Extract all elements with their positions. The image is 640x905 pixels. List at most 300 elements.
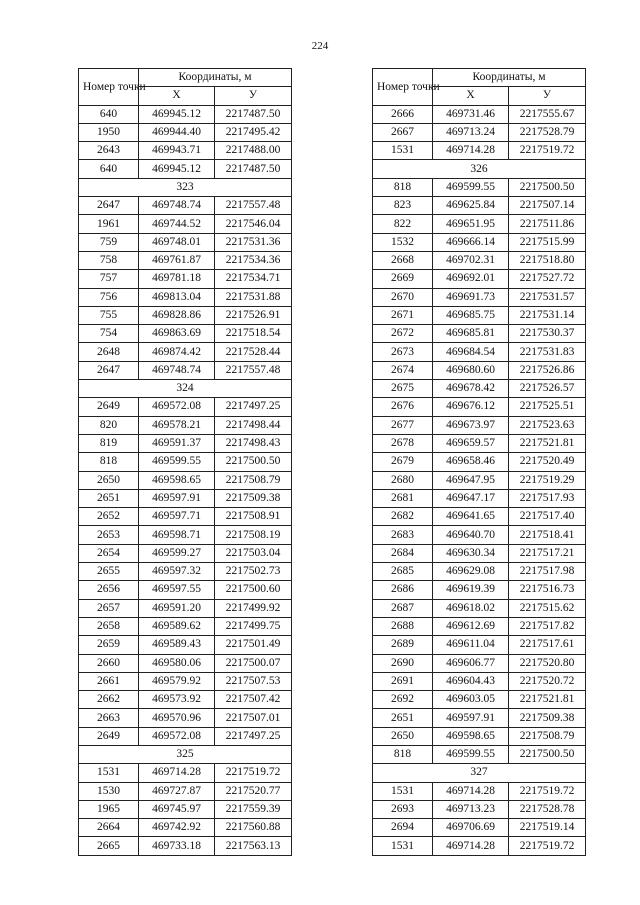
y-coordinate-cell: 2217520.77: [215, 782, 292, 800]
point-number-cell: 2656: [79, 581, 139, 599]
point-number-cell: 2661: [79, 672, 139, 690]
y-coordinate-cell: 2217502.73: [215, 563, 292, 581]
x-coordinate-cell: 469630.34: [433, 544, 509, 562]
point-number-cell: 758: [79, 251, 139, 269]
x-coordinate-cell: 469828.86: [139, 306, 215, 324]
x-coordinate-cell: 469597.91: [139, 489, 215, 507]
x-coordinate-cell: 469874.42: [139, 343, 215, 361]
header-coordinates: Координаты, м: [139, 69, 292, 87]
point-number-cell: 2657: [79, 599, 139, 617]
y-coordinate-cell: 2217507.53: [215, 672, 292, 690]
table-row: [373, 453, 586, 471]
section-number: 324: [79, 380, 292, 398]
x-coordinate-cell: 469647.17: [433, 489, 509, 507]
x-coordinate-cell: 469691.73: [433, 288, 509, 306]
y-coordinate-cell: 2217495.42: [215, 123, 292, 141]
section-row: [373, 764, 586, 782]
y-coordinate-cell: 2217526.57: [509, 380, 586, 398]
table-row: [79, 306, 292, 324]
section-number: 326: [373, 160, 586, 178]
x-coordinate-cell: 469599.55: [139, 453, 215, 471]
table-row: [373, 215, 586, 233]
y-coordinate-cell: 2217498.43: [215, 434, 292, 452]
point-number-cell: 2653: [79, 526, 139, 544]
header-point-number: Номер точки: [373, 69, 433, 106]
table-row: [79, 233, 292, 251]
x-coordinate-cell: 469659.57: [433, 434, 509, 452]
x-coordinate-cell: 469943.71: [139, 142, 215, 160]
point-number-cell: 2649: [79, 398, 139, 416]
y-coordinate-cell: 2217500.60: [215, 581, 292, 599]
x-coordinate-cell: 469598.65: [139, 471, 215, 489]
table-row: [373, 325, 586, 343]
y-coordinate-cell: 2217523.63: [509, 416, 586, 434]
table-row: [79, 691, 292, 709]
x-coordinate-cell: 469598.71: [139, 526, 215, 544]
x-coordinate-cell: 469612.69: [433, 617, 509, 635]
y-coordinate-cell: 2217515.62: [509, 599, 586, 617]
table-row: [79, 160, 292, 178]
x-coordinate-cell: 469597.55: [139, 581, 215, 599]
table-row: [373, 526, 586, 544]
x-coordinate-cell: 469685.81: [433, 325, 509, 343]
point-number-cell: 823: [373, 197, 433, 215]
x-coordinate-cell: 469744.52: [139, 215, 215, 233]
x-coordinate-cell: 469714.28: [433, 837, 509, 855]
y-coordinate-cell: 2217507.42: [215, 691, 292, 709]
y-coordinate-cell: 2217531.36: [215, 233, 292, 251]
y-coordinate-cell: 2217520.72: [509, 672, 586, 690]
y-coordinate-cell: 2217500.07: [215, 654, 292, 672]
table-row: [373, 380, 586, 398]
point-number-cell: 2649: [79, 727, 139, 745]
section-row: [79, 178, 292, 196]
x-coordinate-cell: 469647.95: [433, 471, 509, 489]
point-number-cell: 820: [79, 416, 139, 434]
y-coordinate-cell: 2217527.72: [509, 270, 586, 288]
point-number-cell: 2689: [373, 636, 433, 654]
x-coordinate-cell: 469651.95: [433, 215, 509, 233]
x-coordinate-cell: 469702.31: [433, 251, 509, 269]
x-coordinate-cell: 469611.04: [433, 636, 509, 654]
y-coordinate-cell: 2217557.48: [215, 361, 292, 379]
point-number-cell: 2676: [373, 398, 433, 416]
table-row: [373, 691, 586, 709]
table-row: [79, 544, 292, 562]
x-coordinate-cell: 469658.46: [433, 453, 509, 471]
y-coordinate-cell: 2217557.48: [215, 197, 292, 215]
y-coordinate-cell: 2217559.39: [215, 800, 292, 818]
x-coordinate-cell: 469713.24: [433, 123, 509, 141]
x-coordinate-cell: 469573.92: [139, 691, 215, 709]
y-coordinate-cell: 2217508.79: [215, 471, 292, 489]
point-number-cell: 2654: [79, 544, 139, 562]
x-coordinate-cell: 469748.74: [139, 197, 215, 215]
x-coordinate-cell: 469684.54: [433, 343, 509, 361]
table-row: [373, 197, 586, 215]
point-number-cell: 2660: [79, 654, 139, 672]
point-number-cell: 2650: [79, 471, 139, 489]
point-number-cell: 1965: [79, 800, 139, 818]
x-coordinate-cell: 469572.08: [139, 727, 215, 745]
table-row: [373, 270, 586, 288]
y-coordinate-cell: 2217534.71: [215, 270, 292, 288]
table-row: [373, 599, 586, 617]
point-number-cell: 2655: [79, 563, 139, 581]
x-coordinate-cell: 469680.60: [433, 361, 509, 379]
y-coordinate-cell: 2217519.29: [509, 471, 586, 489]
table-row: [79, 819, 292, 837]
table-row: [373, 782, 586, 800]
y-coordinate-cell: 2217563.13: [215, 837, 292, 855]
point-number-cell: 2693: [373, 800, 433, 818]
coordinates-table-left: [78, 68, 292, 856]
table-row: [373, 709, 586, 727]
point-number-cell: 640: [79, 105, 139, 123]
table-row: [373, 416, 586, 434]
table-row: [373, 636, 586, 654]
point-number-cell: 2684: [373, 544, 433, 562]
table-row: [79, 837, 292, 855]
x-coordinate-cell: 469579.92: [139, 672, 215, 690]
table-row: [373, 361, 586, 379]
point-number-cell: 2678: [373, 434, 433, 452]
table-row: [79, 636, 292, 654]
point-number-cell: 756: [79, 288, 139, 306]
point-number-cell: 2662: [79, 691, 139, 709]
table-row: [373, 489, 586, 507]
x-coordinate-cell: 469589.43: [139, 636, 215, 654]
y-coordinate-cell: 2217517.93: [509, 489, 586, 507]
y-coordinate-cell: 2217534.36: [215, 251, 292, 269]
table-row: [373, 563, 586, 581]
y-coordinate-cell: 2217497.25: [215, 398, 292, 416]
y-coordinate-cell: 2217507.01: [215, 709, 292, 727]
point-number-cell: 2670: [373, 288, 433, 306]
point-number-cell: 2665: [79, 837, 139, 855]
table-row: [79, 727, 292, 745]
x-coordinate-cell: 469666.14: [433, 233, 509, 251]
table-row: [373, 471, 586, 489]
table-row: [373, 837, 586, 855]
point-number-cell: 759: [79, 233, 139, 251]
table-row: [79, 563, 292, 581]
y-coordinate-cell: 2217487.50: [215, 105, 292, 123]
table-row: [373, 434, 586, 452]
x-coordinate-cell: 469945.12: [139, 105, 215, 123]
point-number-cell: 2667: [373, 123, 433, 141]
point-number-cell: 2643: [79, 142, 139, 160]
point-number-cell: 2659: [79, 636, 139, 654]
table-row: [79, 270, 292, 288]
table-row: [79, 654, 292, 672]
point-number-cell: 2647: [79, 361, 139, 379]
x-coordinate-cell: 469714.28: [139, 764, 215, 782]
header-point-number: Номер точки: [79, 69, 139, 106]
x-coordinate-cell: 469572.08: [139, 398, 215, 416]
point-number-cell: 2669: [373, 270, 433, 288]
y-coordinate-cell: 2217516.73: [509, 581, 586, 599]
table-row: [373, 142, 586, 160]
y-coordinate-cell: 2217517.40: [509, 508, 586, 526]
point-number-cell: 1531: [79, 764, 139, 782]
point-number-cell: 2686: [373, 581, 433, 599]
y-coordinate-cell: 2217500.50: [509, 178, 586, 196]
y-coordinate-cell: 2217526.86: [509, 361, 586, 379]
y-coordinate-cell: 2217528.44: [215, 343, 292, 361]
table-row: [79, 142, 292, 160]
table-row: [79, 453, 292, 471]
y-coordinate-cell: 2217531.57: [509, 288, 586, 306]
x-coordinate-cell: 469597.71: [139, 508, 215, 526]
point-number-cell: 818: [373, 178, 433, 196]
point-number-cell: 2671: [373, 306, 433, 324]
point-number-cell: 2651: [373, 709, 433, 727]
y-coordinate-cell: 2217499.92: [215, 599, 292, 617]
table-row: [373, 178, 586, 196]
section-number: 323: [79, 178, 292, 196]
table-row: [79, 508, 292, 526]
point-number-cell: 2675: [373, 380, 433, 398]
table-row: [79, 325, 292, 343]
y-coordinate-cell: 2217508.79: [509, 727, 586, 745]
y-coordinate-cell: 2217503.04: [215, 544, 292, 562]
point-number-cell: 2683: [373, 526, 433, 544]
table-row: [79, 197, 292, 215]
x-coordinate-cell: 469640.70: [433, 526, 509, 544]
x-coordinate-cell: 469727.87: [139, 782, 215, 800]
table-row: [79, 105, 292, 123]
table-row: [373, 105, 586, 123]
x-coordinate-cell: 469673.97: [433, 416, 509, 434]
section-row: [373, 160, 586, 178]
point-number-cell: 2681: [373, 489, 433, 507]
table-row: [79, 215, 292, 233]
x-coordinate-cell: 469714.28: [433, 782, 509, 800]
x-coordinate-cell: 469606.77: [433, 654, 509, 672]
x-coordinate-cell: 469745.97: [139, 800, 215, 818]
table-row: [79, 416, 292, 434]
table-row: [79, 398, 292, 416]
y-coordinate-cell: 2217508.91: [215, 508, 292, 526]
header-y: У: [215, 87, 292, 105]
x-coordinate-cell: 469598.65: [433, 727, 509, 745]
x-coordinate-cell: 469945.12: [139, 160, 215, 178]
point-number-cell: 2674: [373, 361, 433, 379]
x-coordinate-cell: 469618.02: [433, 599, 509, 617]
point-number-cell: 2677: [373, 416, 433, 434]
point-number-cell: 2673: [373, 343, 433, 361]
point-number-cell: 2664: [79, 819, 139, 837]
y-coordinate-cell: 2217521.81: [509, 434, 586, 452]
point-number-cell: 2685: [373, 563, 433, 581]
point-number-cell: 818: [373, 745, 433, 763]
point-number-cell: 2687: [373, 599, 433, 617]
table-row: [79, 434, 292, 452]
y-coordinate-cell: 2217509.38: [509, 709, 586, 727]
x-coordinate-cell: 469748.01: [139, 233, 215, 251]
x-coordinate-cell: 469706.69: [433, 819, 509, 837]
x-coordinate-cell: 469619.39: [433, 581, 509, 599]
y-coordinate-cell: 2217528.79: [509, 123, 586, 141]
x-coordinate-cell: 469629.08: [433, 563, 509, 581]
x-coordinate-cell: 469641.65: [433, 508, 509, 526]
x-coordinate-cell: 469944.40: [139, 123, 215, 141]
point-number-cell: 1530: [79, 782, 139, 800]
y-coordinate-cell: 2217508.19: [215, 526, 292, 544]
y-coordinate-cell: 2217497.25: [215, 727, 292, 745]
y-coordinate-cell: 2217520.80: [509, 654, 586, 672]
y-coordinate-cell: 2217528.78: [509, 800, 586, 818]
table-row: [79, 251, 292, 269]
section-row: [79, 745, 292, 763]
table-row: [79, 709, 292, 727]
table-row: [79, 361, 292, 379]
table-row: [373, 343, 586, 361]
y-coordinate-cell: 2217518.54: [215, 325, 292, 343]
point-number-cell: 1950: [79, 123, 139, 141]
x-coordinate-cell: 469603.05: [433, 691, 509, 709]
x-coordinate-cell: 469781.18: [139, 270, 215, 288]
y-coordinate-cell: 2217518.41: [509, 526, 586, 544]
x-coordinate-cell: 469599.55: [433, 745, 509, 763]
table-row: [373, 617, 586, 635]
x-coordinate-cell: 469733.18: [139, 837, 215, 855]
point-number-cell: 1532: [373, 233, 433, 251]
y-coordinate-cell: 2217525.51: [509, 398, 586, 416]
table-row: [373, 727, 586, 745]
y-coordinate-cell: 2217531.83: [509, 343, 586, 361]
header-x: X: [139, 87, 215, 105]
y-coordinate-cell: 2217517.21: [509, 544, 586, 562]
table-row: [79, 672, 292, 690]
y-coordinate-cell: 2217500.50: [509, 745, 586, 763]
y-coordinate-cell: 2217519.72: [215, 764, 292, 782]
point-number-cell: 2690: [373, 654, 433, 672]
x-coordinate-cell: 469761.87: [139, 251, 215, 269]
y-coordinate-cell: 2217517.61: [509, 636, 586, 654]
y-coordinate-cell: 2217517.82: [509, 617, 586, 635]
point-number-cell: 2658: [79, 617, 139, 635]
y-coordinate-cell: 2217501.49: [215, 636, 292, 654]
y-coordinate-cell: 2217531.88: [215, 288, 292, 306]
y-coordinate-cell: 2217519.14: [509, 819, 586, 837]
point-number-cell: 2668: [373, 251, 433, 269]
point-number-cell: 2694: [373, 819, 433, 837]
table-row: [79, 599, 292, 617]
y-coordinate-cell: 2217531.14: [509, 306, 586, 324]
y-coordinate-cell: 2217560.88: [215, 819, 292, 837]
point-number-cell: 818: [79, 453, 139, 471]
y-coordinate-cell: 2217498.44: [215, 416, 292, 434]
table-row: [79, 123, 292, 141]
point-number-cell: 1531: [373, 837, 433, 855]
x-coordinate-cell: 469580.06: [139, 654, 215, 672]
point-number-cell: 2666: [373, 105, 433, 123]
x-coordinate-cell: 469742.92: [139, 819, 215, 837]
x-coordinate-cell: 469731.46: [433, 105, 509, 123]
header-coordinates: Координаты, м: [433, 69, 586, 87]
y-coordinate-cell: 2217546.04: [215, 215, 292, 233]
table-row: [79, 617, 292, 635]
point-number-cell: 2647: [79, 197, 139, 215]
y-coordinate-cell: 2217526.91: [215, 306, 292, 324]
table-row: [373, 745, 586, 763]
x-coordinate-cell: 469625.84: [433, 197, 509, 215]
y-coordinate-cell: 2217555.67: [509, 105, 586, 123]
point-number-cell: 2651: [79, 489, 139, 507]
x-coordinate-cell: 469589.62: [139, 617, 215, 635]
table-row: [79, 343, 292, 361]
y-coordinate-cell: 2217519.72: [509, 837, 586, 855]
y-coordinate-cell: 2217520.49: [509, 453, 586, 471]
x-coordinate-cell: 469863.69: [139, 325, 215, 343]
table-row: [79, 782, 292, 800]
y-coordinate-cell: 2217517.98: [509, 563, 586, 581]
point-number-cell: 1531: [373, 782, 433, 800]
x-coordinate-cell: 469676.12: [433, 398, 509, 416]
table-row: [373, 819, 586, 837]
table-row: [79, 764, 292, 782]
point-number-cell: 2679: [373, 453, 433, 471]
y-coordinate-cell: 2217521.81: [509, 691, 586, 709]
point-number-cell: 1961: [79, 215, 139, 233]
header-y: У: [509, 87, 586, 105]
y-coordinate-cell: 2217507.14: [509, 197, 586, 215]
table-row: [79, 800, 292, 818]
y-coordinate-cell: 2217487.50: [215, 160, 292, 178]
y-coordinate-cell: 2217519.72: [509, 782, 586, 800]
table-row: [373, 306, 586, 324]
y-coordinate-cell: 2217511.86: [509, 215, 586, 233]
point-number-cell: 2691: [373, 672, 433, 690]
x-coordinate-cell: 469604.43: [433, 672, 509, 690]
point-number-cell: 2652: [79, 508, 139, 526]
point-number-cell: 2688: [373, 617, 433, 635]
table-row: [373, 544, 586, 562]
point-number-cell: 2663: [79, 709, 139, 727]
section-row: [79, 380, 292, 398]
point-number-cell: 755: [79, 306, 139, 324]
x-coordinate-cell: 469578.21: [139, 416, 215, 434]
table-row: [79, 489, 292, 507]
header-x: X: [433, 87, 509, 105]
y-coordinate-cell: 2217530.37: [509, 325, 586, 343]
x-coordinate-cell: 469570.96: [139, 709, 215, 727]
point-number-cell: 2680: [373, 471, 433, 489]
point-number-cell: 757: [79, 270, 139, 288]
x-coordinate-cell: 469713.23: [433, 800, 509, 818]
x-coordinate-cell: 469591.20: [139, 599, 215, 617]
table-row: [79, 526, 292, 544]
x-coordinate-cell: 469748.74: [139, 361, 215, 379]
point-number-cell: 2682: [373, 508, 433, 526]
table-row: [79, 471, 292, 489]
x-coordinate-cell: 469685.75: [433, 306, 509, 324]
x-coordinate-cell: 469813.04: [139, 288, 215, 306]
x-coordinate-cell: 469597.91: [433, 709, 509, 727]
x-coordinate-cell: 469714.28: [433, 142, 509, 160]
table-row: [79, 288, 292, 306]
table-row: [373, 581, 586, 599]
section-number: 327: [373, 764, 586, 782]
x-coordinate-cell: 469599.55: [433, 178, 509, 196]
x-coordinate-cell: 469591.37: [139, 434, 215, 452]
point-number-cell: 754: [79, 325, 139, 343]
y-coordinate-cell: 2217518.80: [509, 251, 586, 269]
y-coordinate-cell: 2217488.00: [215, 142, 292, 160]
section-number: 325: [79, 745, 292, 763]
